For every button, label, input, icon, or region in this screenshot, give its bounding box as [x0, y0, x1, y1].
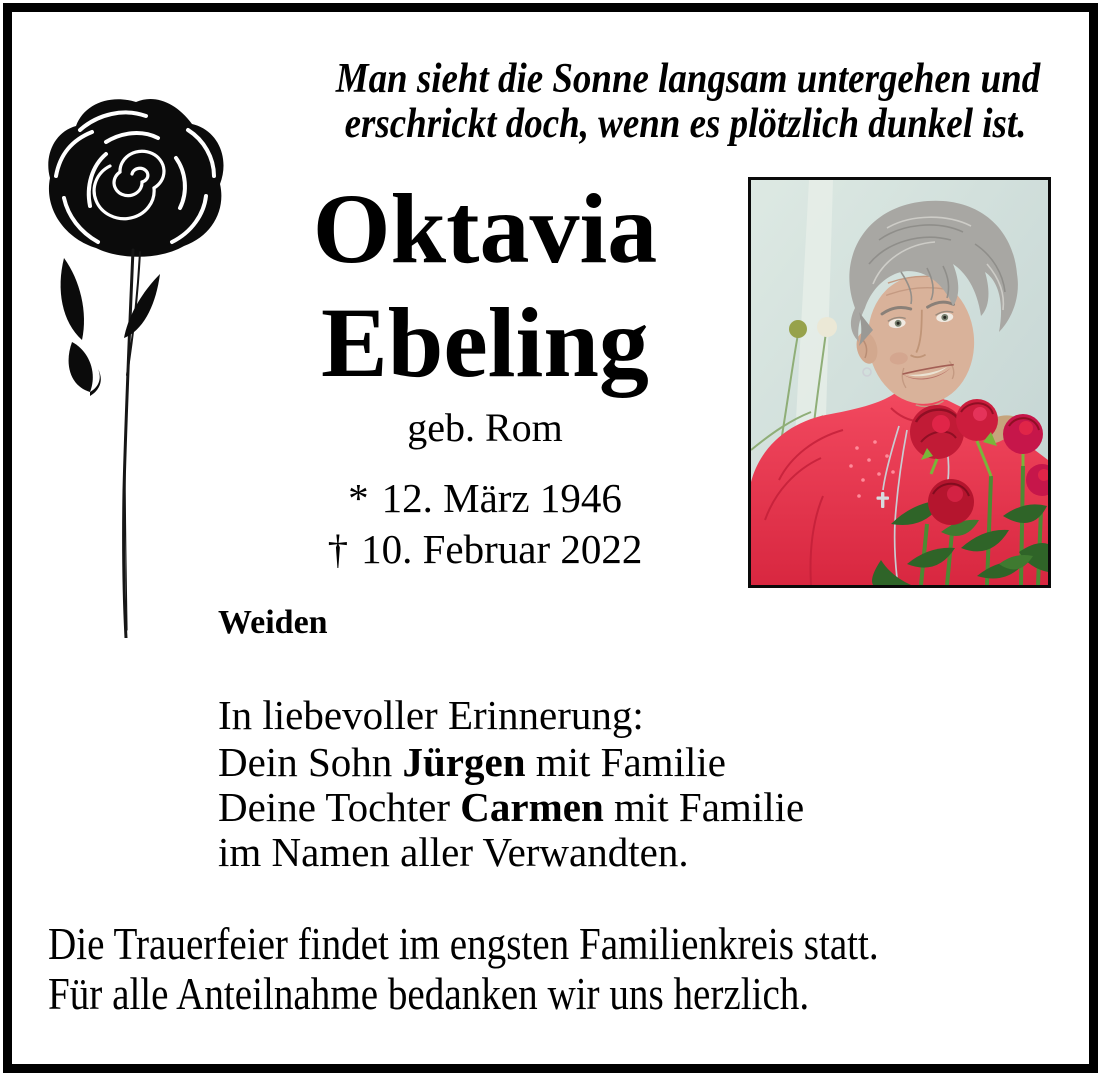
mourner-line-daughter: [218, 785, 804, 830]
mourner-line-son: [218, 740, 804, 785]
mourner-name: Jürgen: [402, 739, 526, 785]
deceased-name: [250, 172, 720, 400]
mourner-prefix: Dein Sohn: [218, 739, 403, 785]
death-cross-symbol: †: [327, 526, 349, 572]
mourners-closing: im Namen aller Verwandten.: [218, 829, 689, 875]
death-date: 10. Februar 2022: [361, 526, 643, 572]
mourner-prefix: Deine Tochter: [218, 784, 461, 830]
mourner-suffix: mit Familie: [525, 739, 726, 785]
death-date-line: [250, 524, 720, 575]
remembrance-intro: In liebevoller Erinnerung:: [218, 692, 644, 738]
rose-leaves: [61, 258, 160, 396]
black-rose-illustration: [36, 90, 236, 638]
funeral-notes: [48, 919, 879, 1019]
epitaph-quote: [335, 56, 1041, 147]
birth-star-symbol: *: [348, 475, 369, 521]
epitaph-quote-line2: erschrickt doch, wenn es plötzlich dunkel ist.: [344, 101, 1027, 147]
mourner-suffix: mit Familie: [603, 784, 805, 830]
portrait-photo: [748, 177, 1051, 588]
funeral-note-line1: Die Trauerfeier findet im engsten Familienkreis statt.: [48, 918, 879, 969]
epitaph-quote-line1: Man sieht die Sonne langsam untergehen und: [335, 56, 1041, 102]
mourners-list: [218, 740, 804, 875]
maiden-name: geb. Rom: [407, 405, 563, 450]
deceased-first-name: Oktavia: [312, 173, 658, 284]
deceased-last-name: Ebeling: [321, 287, 649, 398]
birth-date: 12. März 1946: [381, 475, 622, 521]
place-name: Weiden: [218, 604, 328, 641]
funeral-note-line2: Für alle Anteilnahme bedanken wir uns herzlich.: [48, 968, 810, 1019]
mourner-name: Carmen: [460, 784, 604, 830]
rose-flower-head: [48, 99, 223, 257]
life-dates: [250, 473, 720, 575]
birth-date-line: [250, 473, 720, 524]
